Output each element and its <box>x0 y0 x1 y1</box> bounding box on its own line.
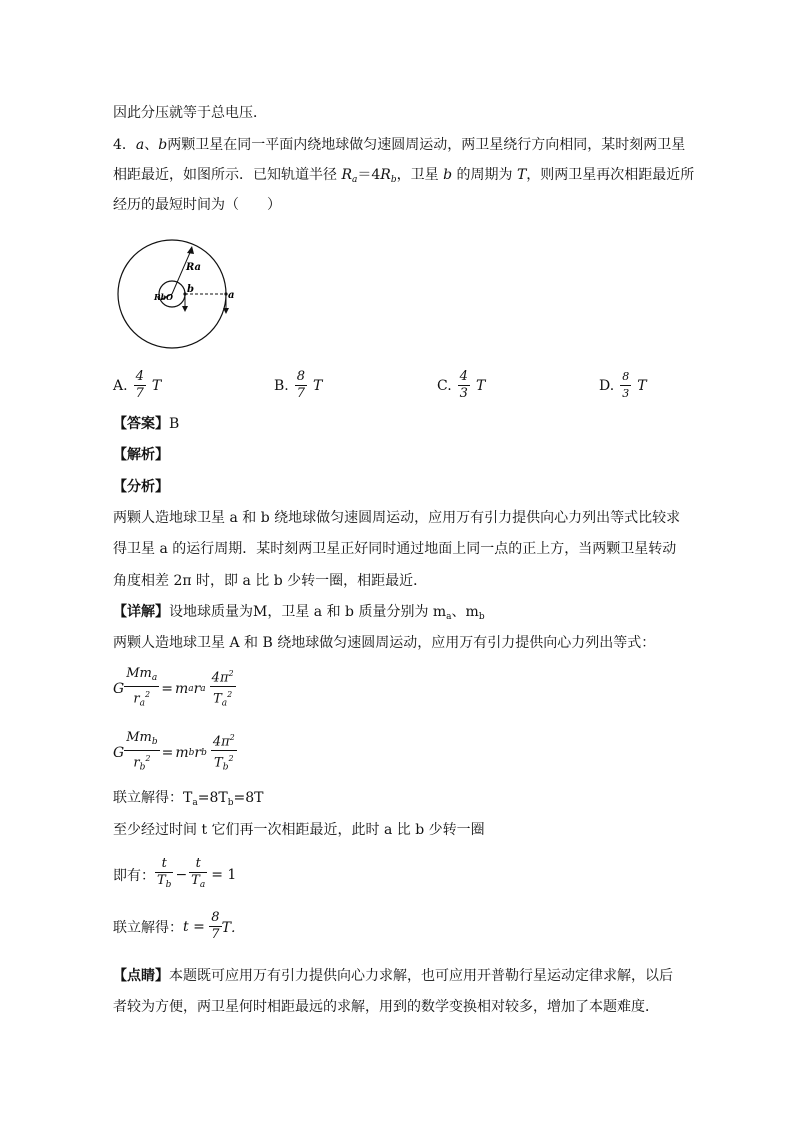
r-symbol: R <box>341 167 352 183</box>
question-number: 4． <box>113 137 136 153</box>
eq-g: G <box>113 680 125 697</box>
num-text: Mm <box>126 730 152 746</box>
den-text: T <box>157 873 166 888</box>
frac-num: 4 <box>135 369 144 384</box>
fenxi-label: 【分析】 <box>113 479 169 495</box>
rhs-m-sub: b <box>188 747 195 758</box>
option-letter: C. <box>437 377 452 394</box>
eq-text: ＝4 <box>357 167 381 183</box>
sat-b: b <box>158 137 168 153</box>
question-line-3: 经历的最短时间为（ ） <box>113 197 281 213</box>
fden-text: T <box>213 691 222 707</box>
answer-value: B <box>169 416 180 432</box>
t-symbol: T <box>516 167 527 183</box>
detail-label: 【详解】 <box>113 604 169 620</box>
q2-text-c: 的周期为 <box>452 167 517 183</box>
label-o: O <box>166 292 173 302</box>
den-text: r <box>133 691 140 707</box>
num-text: Mm <box>126 666 152 682</box>
rhs-m: m <box>175 744 189 761</box>
dianjing-label: 【点睛】 <box>113 968 169 984</box>
frac-num: t <box>195 856 201 871</box>
fenxi-line-3: 角度相差 2π 时，即 a 比 b 少转一圈，相距最近． <box>113 573 428 589</box>
eq-sign: = <box>161 744 174 761</box>
rhs-m-sub: a <box>188 683 194 694</box>
den-sub: b <box>165 880 172 890</box>
solve2-eq: = <box>188 918 210 935</box>
solve2-frac <box>209 910 221 943</box>
option-fraction <box>134 369 146 402</box>
option-unit: T <box>313 377 323 394</box>
eq3-frac-1 <box>155 856 173 893</box>
frac-den <box>155 873 173 893</box>
frac-num <box>210 666 236 686</box>
option-c[interactable] <box>437 369 485 402</box>
eq-g: G <box>113 744 125 761</box>
detail-line-2: 两颗人造地球卫星 A 和 B 绕地球做匀速圆周运动，应用万有引力提供向心力列出等式： <box>113 635 656 651</box>
solve1-text-c: =8T <box>233 790 264 806</box>
eq-frac-right <box>210 666 236 712</box>
eq-frac-left <box>124 666 159 711</box>
fnum-sup: 2 <box>228 669 234 678</box>
fden-text: T <box>214 755 223 771</box>
frac-den <box>212 751 236 775</box>
fden-sub: a <box>221 698 228 709</box>
velocity-a-arrowhead <box>223 308 229 314</box>
sat-b-2: b <box>443 167 453 183</box>
equation-1 <box>113 666 236 712</box>
option-letter: D. <box>599 377 615 394</box>
frac-num <box>211 730 237 750</box>
radius-a-arrowhead <box>187 246 194 254</box>
detail-line <box>113 602 485 627</box>
frac-den <box>131 751 152 775</box>
min-time-line: 至少经过时间 t 它们再一次相距最近，此时 a 比 b 少转一圈 <box>113 822 485 838</box>
detail-sep: 、m <box>451 604 479 620</box>
frac-num: 8 <box>622 370 630 383</box>
q2-text: 相距最近，如图所示．已知轨道半径 <box>113 167 342 183</box>
frac-num: 8 <box>296 369 306 384</box>
equation-2 <box>113 730 237 776</box>
sub-b: b <box>390 175 397 185</box>
num-sub: b <box>151 737 158 748</box>
option-fraction <box>620 369 631 402</box>
sep: 、 <box>144 137 159 153</box>
frac-den: 3 <box>622 387 630 400</box>
den-sup: 2 <box>145 754 151 764</box>
fnum-text: 4π <box>212 734 230 750</box>
frac-num: 8 <box>211 910 220 925</box>
question-line-1 <box>113 135 685 155</box>
den-sub: a <box>199 880 206 890</box>
rhs-r-sub: b <box>201 747 207 758</box>
frac-den: 3 <box>459 386 468 401</box>
solve-line-2 <box>113 910 245 943</box>
option-b[interactable] <box>274 369 322 402</box>
fenxi-line-2: 得卫星 a 的运行周期．某时刻两卫星正好同时通过地面上同一点的正上方，当两颗卫星转动 <box>113 541 677 557</box>
den-sub: b <box>139 762 146 773</box>
option-fraction <box>295 369 307 402</box>
q2-text-b: ，卫星 <box>396 167 444 183</box>
frac-num: t <box>161 856 167 871</box>
sub-b: b <box>478 612 485 622</box>
option-unit: T <box>637 377 647 394</box>
eq3-frac-2 <box>189 856 207 893</box>
option-letter: A. <box>113 377 128 394</box>
den-sub: a <box>139 698 145 709</box>
dianjing-line-2: 者较为方便，两卫星何时相距最远的求解，用到的数学变换相对较多，增加了本题难度． <box>113 999 659 1015</box>
solve2-text: 联立解得： <box>113 919 183 936</box>
rhs-r: r <box>193 680 201 697</box>
sub-a: a <box>352 175 358 185</box>
den-sup: 2 <box>144 690 151 700</box>
dianjing-text-1: 本题既可应用万有引力提供向心力求解，也可应用开普勒行星运动定律求解，以后 <box>169 968 673 984</box>
jiyou-label: 即有： <box>113 867 155 884</box>
option-unit: T <box>475 377 486 394</box>
analysis-label: 【解析】 <box>113 447 169 463</box>
option-d[interactable] <box>599 369 647 402</box>
eq3-rhs: = 1 <box>211 866 237 883</box>
frac-den: 7 <box>135 386 144 401</box>
den-text: r <box>133 755 140 771</box>
frac-den: 7 <box>211 927 220 942</box>
frac-num <box>124 730 159 750</box>
num-sub: a <box>151 673 158 684</box>
detail-text: 设地球质量为M，卫星 a 和 b 质量分别为 m <box>169 604 447 620</box>
frac-den <box>189 873 207 893</box>
solve1-text: 联立解得：T <box>113 790 193 806</box>
r-symbol-2: R <box>380 167 391 183</box>
den-text: T <box>191 873 200 888</box>
eq-sign: = <box>161 680 173 697</box>
option-letter: B. <box>274 377 289 394</box>
eq-frac-left <box>124 730 159 775</box>
label-a: a <box>228 290 235 301</box>
solve1-sub-a: a <box>192 798 198 808</box>
text-line-1: 因此分压就等于总电压． <box>113 105 267 121</box>
eq-frac-right <box>211 730 237 776</box>
fden-sup: 2 <box>227 690 233 700</box>
solve2-t: t <box>183 918 189 935</box>
solve-line-1 <box>113 788 263 813</box>
q2-text-d: ，则两卫星再次相距最近所 <box>526 167 695 183</box>
sat-a: a <box>135 137 145 153</box>
frac-den: 7 <box>296 386 306 401</box>
velocity-b-arrowhead <box>182 306 188 312</box>
fden-sub: b <box>222 762 229 773</box>
label-b: b <box>187 284 194 295</box>
fenxi-line-1: 两颗人造地球卫星 a 和 b 绕地球做匀速圆周运动，应用万有引力提供向心力列出等式比较求 <box>113 510 681 526</box>
equation-3 <box>113 856 236 893</box>
answer-label: 【答案】 <box>113 416 169 432</box>
option-fraction <box>458 369 470 402</box>
frac-den <box>131 687 152 711</box>
fnum-text: 4π <box>211 670 229 686</box>
option-a[interactable] <box>113 369 161 402</box>
question-text: 两颗卫星在同一平面内绕地球做匀速圆周运动，两卫星绕行方向相同，某时刻两卫星 <box>167 137 686 153</box>
question-line-2 <box>113 165 694 190</box>
frac-den <box>211 687 234 711</box>
frac-num <box>124 666 159 686</box>
dianjing-line-1 <box>113 966 673 986</box>
label-rb: Rb <box>154 292 167 302</box>
solve2-t-unit: T． <box>221 919 245 936</box>
solve1-text-b: =8T <box>197 790 228 806</box>
answer-line <box>113 414 179 434</box>
minus-sign: − <box>175 866 188 883</box>
label-ra: Ra <box>186 262 202 273</box>
option-unit: T <box>151 377 162 394</box>
fnum-sup: 2 <box>229 733 235 742</box>
rhs-r-sub: a <box>200 683 206 694</box>
frac-num: 4 <box>459 369 468 384</box>
orbit-figure <box>114 238 244 350</box>
fden-sup: 2 <box>228 754 234 764</box>
solve1-sub-b: b <box>227 798 234 808</box>
rhs-m: m <box>174 680 189 697</box>
rhs-r: r <box>194 744 202 761</box>
sub-a: a <box>446 612 452 622</box>
